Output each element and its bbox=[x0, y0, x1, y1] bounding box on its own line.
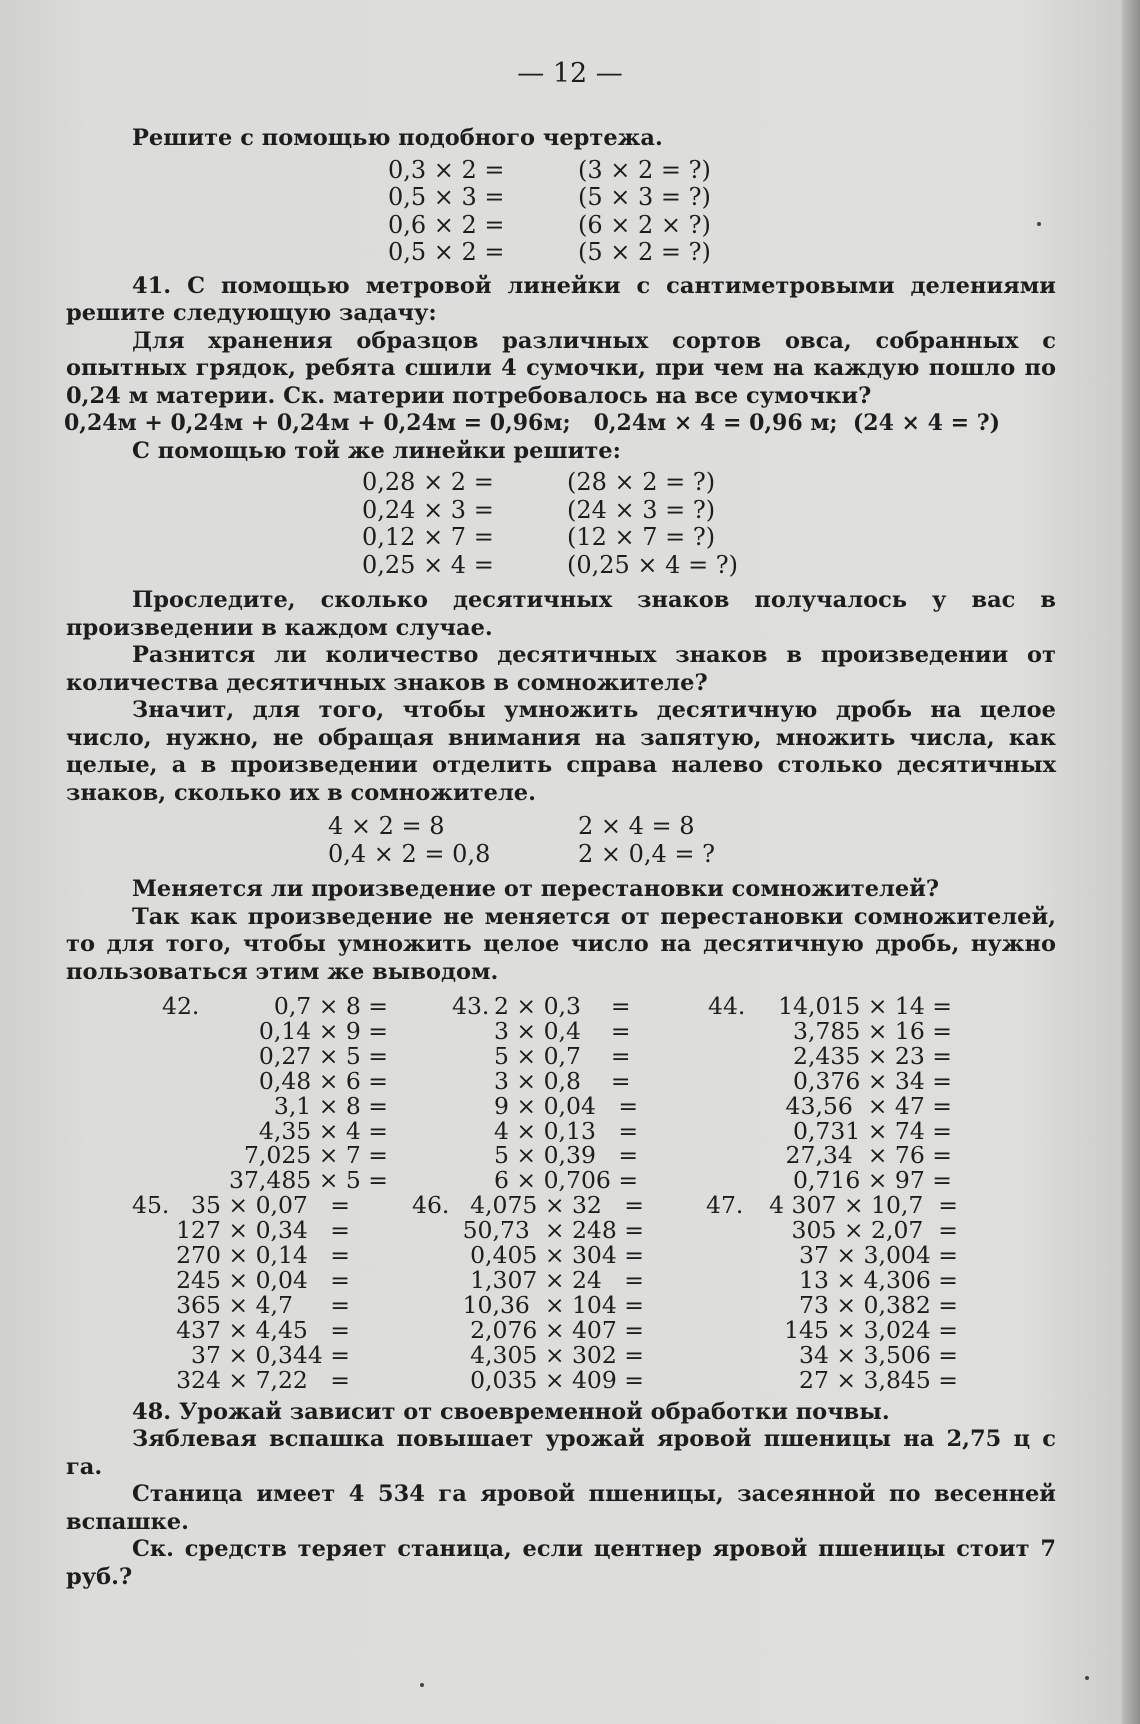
exercise-item: 37 × 0,344 = bbox=[191, 1340, 350, 1369]
exercise-45 bbox=[176, 1193, 350, 1392]
task41-text: Для хранения образцов различных сортов овса, собранных с опытных грядок, ребята сшили 4 сумочки, при чем на каждую пошло по 0,24 м материи. Ск. материи потребовалось на все сумочки? bbox=[66, 327, 1056, 409]
exercise-item: 324 × 7,22 = bbox=[176, 1365, 350, 1394]
exercise-43 bbox=[494, 994, 670, 1193]
exercise-46 bbox=[458, 1193, 644, 1392]
exercise-hint: (6 × 2 × ?) bbox=[578, 210, 711, 239]
exercise-item: 37,485 × 5 = bbox=[229, 1166, 388, 1195]
exercise-item: 3 × 0,8 = bbox=[494, 1066, 631, 1095]
exercise-item: 2 × 0,3 = bbox=[494, 992, 631, 1020]
exercise-item: 0,14 × 9 = bbox=[258, 1016, 388, 1045]
print-speck bbox=[1037, 222, 1041, 226]
exercise-item: 73 × 0,382 = bbox=[799, 1290, 958, 1319]
exercise-expression: 0,6 × 2 = bbox=[388, 210, 505, 239]
page-number: — 12 — bbox=[517, 58, 623, 89]
task41-heading: 41. С помощью метровой линейки с сантиметровыми делениями решите следующую задачу: bbox=[66, 272, 1056, 326]
exercise-item: 6 × 0,706 = bbox=[494, 1166, 639, 1195]
exercise-hint: (28 × 2 = ?) bbox=[567, 468, 716, 496]
exercise-hint: (24 × 3 = ?) bbox=[567, 495, 716, 524]
exercise-item: 10,36 × 104 = bbox=[462, 1290, 644, 1319]
drawing-exercises bbox=[388, 157, 1056, 267]
exercise-hint: (5 × 2 = ?) bbox=[578, 238, 711, 266]
exercise-42 bbox=[212, 994, 388, 1193]
exercise-hint: (3 × 2 = ?) bbox=[578, 155, 711, 184]
ruler-exercises bbox=[362, 469, 1056, 579]
exercise-item: 43,56 × 47 = bbox=[785, 1091, 952, 1120]
exercises-45-47 bbox=[66, 1193, 1056, 1392]
exercise-item: 4,305 × 302 = bbox=[470, 1340, 644, 1369]
ruler-intro: С помощью той же линейки решите: bbox=[132, 437, 621, 464]
exercise-item: 2,076 × 407 = bbox=[470, 1315, 644, 1344]
intro-text: Решите с помощью подобного чертежа. bbox=[132, 125, 663, 151]
exercise-expression: 0,3 × 2 = bbox=[388, 155, 505, 184]
exercise-44 bbox=[758, 994, 952, 1193]
exercise-item: 0,716 × 97 = bbox=[793, 1166, 952, 1195]
exercise-expression: 0,5 × 2 = bbox=[388, 238, 505, 266]
exercise-46-number: 46. bbox=[412, 1191, 450, 1220]
exercise-45-number: 45. bbox=[132, 1191, 170, 1220]
exercise-item: 27,34 × 76 = bbox=[785, 1141, 952, 1170]
exercise-43-number: 43. bbox=[452, 992, 490, 1020]
exercise-item: 0,731 × 74 = bbox=[793, 1116, 952, 1145]
exercise-44-number: 44. bbox=[708, 992, 746, 1020]
exercise-item: 14,015 × 14 = bbox=[778, 992, 952, 1020]
print-speck bbox=[420, 1683, 424, 1687]
exercise-expression: 0,12 × 7 = bbox=[362, 523, 494, 551]
page-edge bbox=[1122, 0, 1140, 1724]
exercise-item: 4 307 × 10,7 = bbox=[769, 1191, 958, 1220]
exercise-item: 437 × 4,45 = bbox=[176, 1315, 350, 1344]
exercise-expression: 0,5 × 3 = bbox=[388, 183, 505, 211]
exercise-47-number: 47. bbox=[706, 1191, 744, 1220]
exercises-42-44 bbox=[66, 994, 1056, 1193]
exercise-item: 0,376 × 34 = bbox=[793, 1066, 952, 1095]
exercise-hint: 2 × 4 = 8 bbox=[578, 812, 695, 840]
exercise-item: 4 × 0,13 = bbox=[494, 1116, 639, 1145]
exercise-item: 0,035 × 409 = bbox=[470, 1365, 644, 1394]
task48-line-2: Станица имеет 4 534 га яровой пшеницы, засеянной по весенней вспашке. bbox=[66, 1481, 1056, 1535]
task48-heading: 48. Урожай зависит от своевременной обработки почвы. bbox=[132, 1398, 890, 1425]
exercise-item: 4,35 × 4 = bbox=[258, 1116, 388, 1145]
exercise-item: 3,1 × 8 = bbox=[273, 1091, 388, 1120]
examples bbox=[328, 813, 1056, 868]
exercise-item: 3 × 0,4 = bbox=[494, 1016, 631, 1045]
exercise-item: 0,48 × 6 = bbox=[258, 1066, 388, 1095]
exercise-item: 37 × 3,004 = bbox=[799, 1241, 958, 1270]
exercise-hint: (0,25 × 4 = ?) bbox=[567, 550, 739, 579]
exercise-item: 1,307 × 24 = bbox=[470, 1265, 644, 1294]
question-2: Разнится ли количество десятичных знаков в произведении от количества десятичных знаков в сомножителе? bbox=[66, 642, 1056, 696]
exercise-item: 4,075 × 32 = bbox=[470, 1191, 644, 1220]
exercise-expression: 0,4 × 2 = 0,8 bbox=[328, 839, 491, 868]
exercise-item: 127 × 0,34 = bbox=[176, 1216, 350, 1245]
question-3: Меняется ли произведение от перестановки сомножителей? bbox=[132, 876, 940, 902]
exercise-item: 35 × 0,07 = bbox=[191, 1191, 350, 1220]
task41-formula: 0,24м + 0,24м + 0,24м + 0,24м = 0,96м; 0,24м × 4 = 0,96 м; (24 × 4 = ?) bbox=[64, 410, 1000, 436]
exercise-expression: 0,24 × 3 = bbox=[362, 495, 494, 524]
exercise-item: 305 × 2,07 = bbox=[791, 1216, 958, 1245]
exercise-item: 2,435 × 23 = bbox=[793, 1041, 952, 1070]
page-content bbox=[66, 125, 1056, 1591]
exercise-item: 9 × 0,04 = bbox=[494, 1091, 639, 1120]
exercise-hint: 2 × 0,4 = ? bbox=[578, 839, 716, 868]
exercise-item: 5 × 0,39 = bbox=[494, 1141, 639, 1170]
exercise-item: 13 × 4,306 = bbox=[799, 1265, 958, 1294]
exercise-item: 365 × 4,7 = bbox=[176, 1290, 350, 1319]
exercise-expression: 0,28 × 2 = bbox=[362, 468, 494, 496]
exercise-hint: (12 × 7 = ?) bbox=[567, 523, 716, 551]
exercise-item: 0,405 × 304 = bbox=[470, 1241, 644, 1270]
exercise-expression: 4 × 2 = 8 bbox=[328, 812, 445, 840]
task48-line-1: Зяблевая вспашка повышает урожай яровой пшеницы на 2,75 ц с га. bbox=[66, 1426, 1056, 1480]
exercise-item: 0,27 × 5 = bbox=[258, 1041, 388, 1070]
exercise-item: 34 × 3,506 = bbox=[799, 1340, 958, 1369]
exercise-hint: (5 × 3 = ?) bbox=[578, 183, 711, 211]
exercise-42-number: 42. bbox=[162, 992, 200, 1020]
exercise-item: 0,7 × 8 = bbox=[273, 992, 388, 1020]
print-speck bbox=[1085, 1676, 1089, 1680]
exercise-expression: 0,25 × 4 = bbox=[362, 550, 494, 579]
question-1: Проследите, сколько десятичных знаков получалось у вас в произведении в каждом случае. bbox=[66, 587, 1056, 641]
task48-line-3: Ск. средств теряет станица, если центнер яровой пшеницы стоит 7 руб.? bbox=[66, 1536, 1056, 1590]
exercise-item: 27 × 3,845 = bbox=[799, 1365, 958, 1394]
exercise-item: 50,73 × 248 = bbox=[462, 1216, 644, 1245]
exercise-item: 7,025 × 7 = bbox=[243, 1141, 388, 1170]
exercise-item: 245 × 0,04 = bbox=[176, 1265, 350, 1294]
exercise-item: 5 × 0,7 = bbox=[494, 1041, 631, 1070]
exercise-item: 3,785 × 16 = bbox=[793, 1016, 952, 1045]
exercise-item: 145 × 3,024 = bbox=[784, 1315, 958, 1344]
conclusion-text: Так как произведение не меняется от перестановки сомножителей, то для того, чтобы умножить целое число на десятичную дробь, нужно пользоваться этим же выводом. bbox=[66, 903, 1056, 985]
exercise-47 bbox=[740, 1193, 958, 1392]
exercise-item: 270 × 0,14 = bbox=[176, 1241, 350, 1270]
rule-text: Значит, для того, чтобы умножить десятичную дробь на целое число, нужно, не обращая внимания на запятую, множить числа, как целые, а в произведении отделить справа налево столько десятичных знаков, сколько их в сомножителе. bbox=[66, 697, 1056, 806]
